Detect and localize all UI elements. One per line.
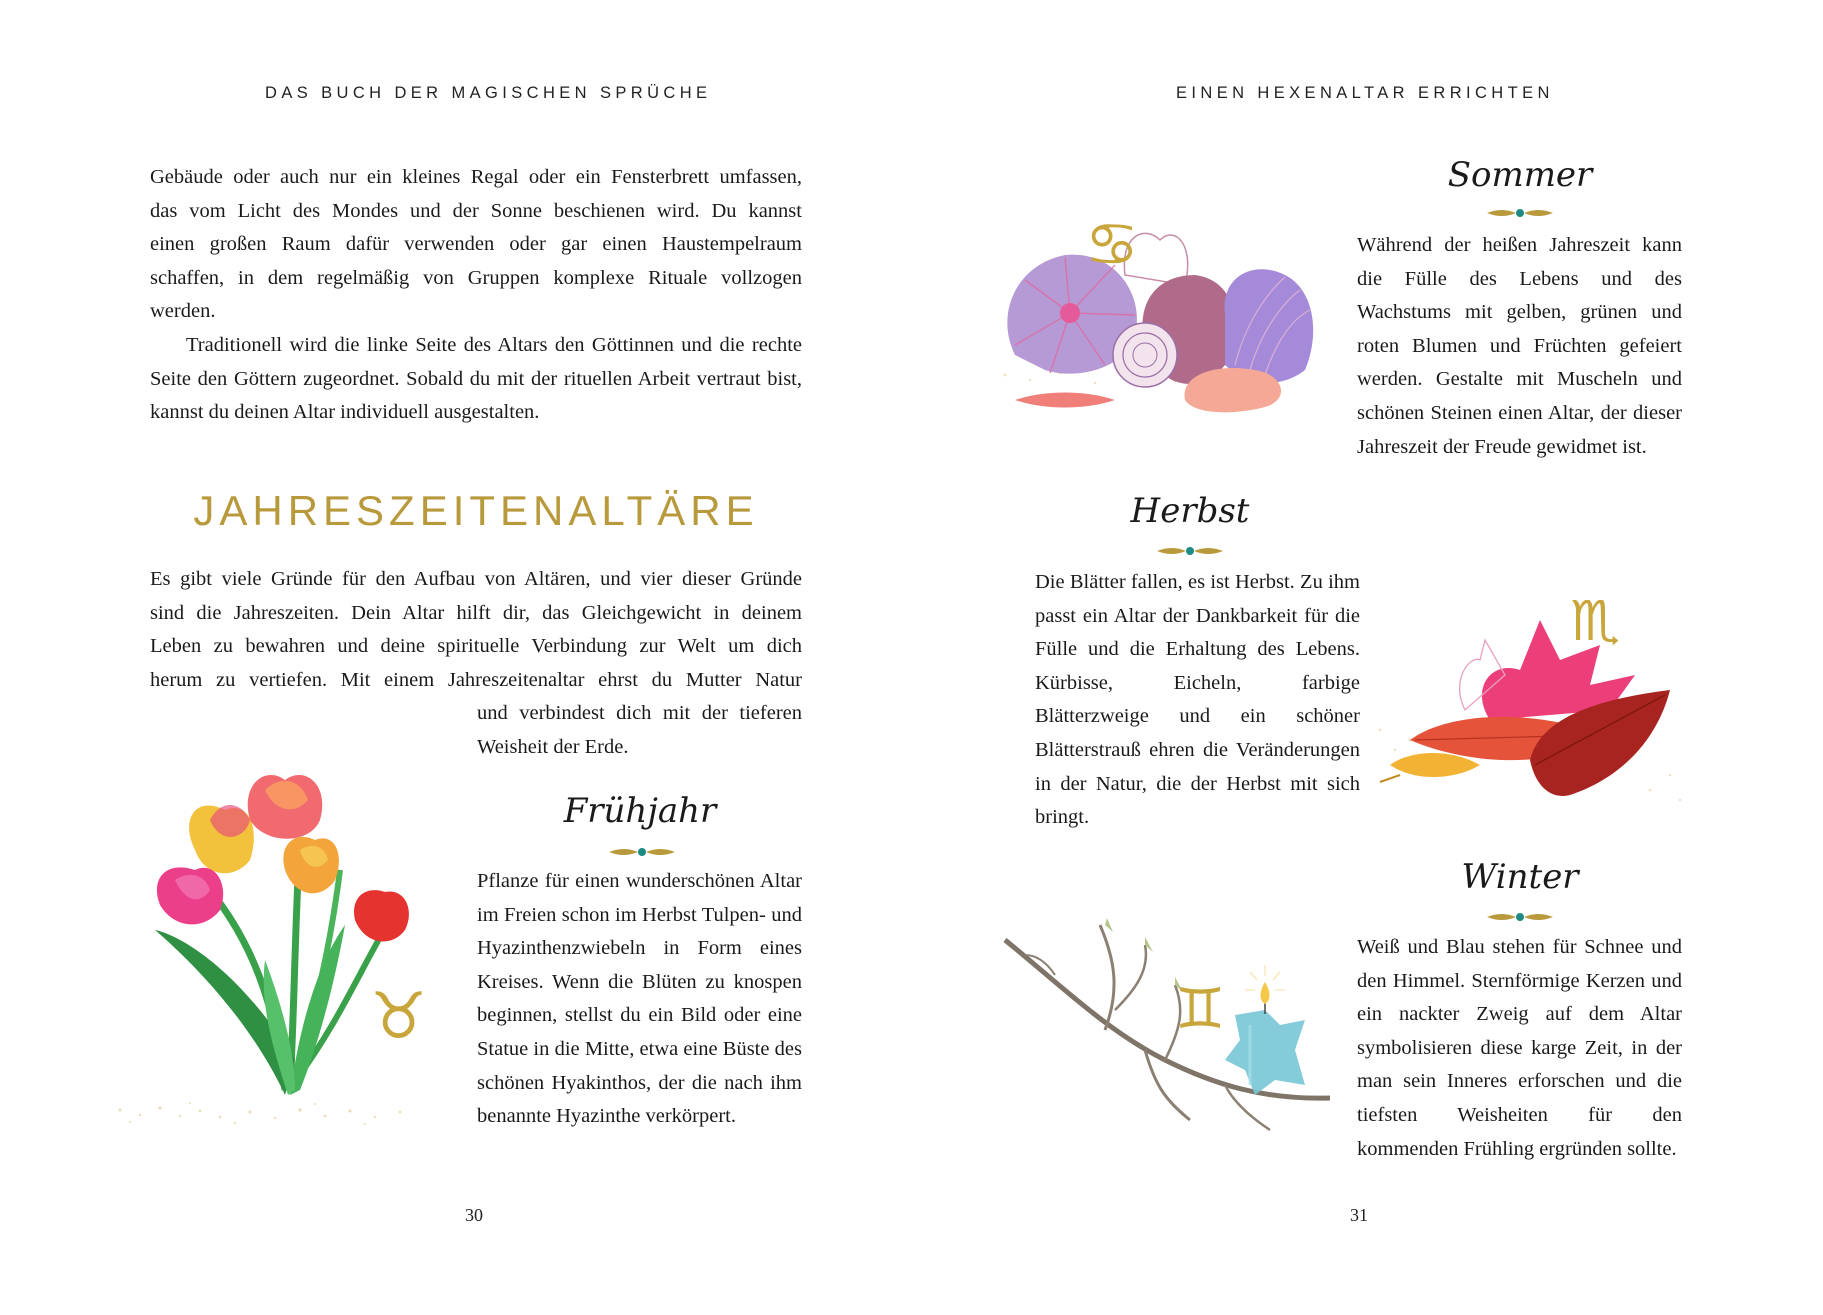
ornament-divider-spring	[607, 845, 677, 859]
seasons-line-1: Es gibt viele Gründe für den Aufbau von Altären, und vier dieser Gründe	[150, 568, 802, 590]
svg-text:♋: ♋	[1085, 210, 1139, 280]
autumn-text: Die Blätter fallen, es ist Herbst. Zu ihm passt ein Altar der Dankbarkeit für die Fülle und die Erhaltung des Lebens. Kürbisse, Eicheln, farbige Blätterzweige und ein schöner Blätterstrauß ehren die Veränderungen in der Natur, die der Herbst mit sich bringt.	[1035, 571, 1360, 829]
running-head-left: DAS BUCH DER MAGISCHEN SPRÜCHE	[265, 84, 712, 102]
sparkle-ground	[119, 1102, 402, 1125]
zodiac-sign-scorpio	[1570, 600, 1620, 654]
page-number-left: 30	[465, 1205, 483, 1225]
intro-line-1: Gebäude oder auch nur ein kleines Regal oder ein Fensterbrett umfassen,	[150, 166, 802, 188]
intro-line-5: werden.	[150, 300, 216, 323]
zodiac-sign-taurus	[370, 980, 427, 1054]
winter-text: Weiß und Blau stehen für Schnee und den Himmel. Sternförmige Kerzen und ein nackter Zweig auf dem Altar symbolisieren diese karge Zeit, in der man sein Inneres erforschen und die tiefsten Weisheiten für den kommenden Frühling ergründen sollte.	[1357, 936, 1682, 1160]
seasons-intro-text	[150, 563, 802, 697]
ornament-divider-autumn	[1155, 544, 1225, 558]
svg-text:♉: ♉	[370, 980, 428, 1054]
spring-title: Frühjahr	[563, 791, 717, 831]
intro-line-3: einen großen Raum dafür verwenden oder gar einen Haustempelraum	[150, 233, 802, 256]
summer-text: Während der heißen Jahreszeit kann die Fülle des Lebens und des Wachstums mit gelben, grünen und roten Blumen und Früchten gefeiert werden. Gestalte mit Muscheln und schönen Steinen einen Altar, der dieser Jahreszeit der Freude gewidmet ist.	[1357, 234, 1682, 458]
winter-title: Winter	[1461, 857, 1579, 897]
intro-line-2: das vom Licht des Mondes und der Sonne beschienen wird. Du kannst	[150, 199, 802, 222]
section-heading: JAHRESZEITENALTÄRE	[193, 487, 759, 534]
ornament-divider-winter	[1485, 910, 1555, 924]
spring-text: Pflanze für einen wunderschönen Altar im Freien schon im Herbst Tulpen- und Hyazinthenzwiebeln in Form eines Kreises. Wenn die Blüten zu knospen beginnen, stellst du ein Bild oder eine Statue in die Mitte, etwa eine Büste des schönen Hyakinthos, der die nach ihm benannte Hyazinthe verkörpert.	[477, 870, 802, 1128]
tulip-illustration	[100, 720, 430, 1140]
page-number-right: 31	[1350, 1205, 1368, 1225]
zodiac-sign-cancer	[1085, 210, 1139, 280]
branch-candle-illustration	[995, 910, 1355, 1150]
summer-title: Sommer	[1447, 155, 1593, 195]
intro-paragraph-2: Traditionell wird die linke Seite des Altars den Göttinnen und die rechte Seite den Göttern zugeordnet. Sobald du mit der rituellen Arbeit vertraut bist, kannst du deinen Altar individuell ausgestalten.	[150, 333, 802, 424]
seasons-line-3: Leben zu bewahren und deine spirituelle Verbindung zur Welt um dich	[150, 635, 802, 658]
running-head-right: EINEN HEXENALTAR ERRICHTEN	[1176, 84, 1554, 102]
svg-text:♏: ♏	[1570, 600, 1621, 654]
zodiac-sign-gemini	[1175, 977, 1225, 1042]
shells-illustration	[985, 195, 1330, 425]
intro-line-4: schaffen, in dem regelmäßig von Gruppen komplexe Rituale vollzogen	[150, 266, 802, 289]
leaves-illustration	[1370, 600, 1690, 820]
intro-text	[150, 161, 802, 430]
seasons-intro-continued: und verbindest dich mit der tieferen Weisheit der Erde.	[477, 702, 802, 758]
autumn-title: Herbst	[1130, 491, 1250, 531]
seasons-line-2: sind die Jahreszeiten. Dein Altar hilft dir, das Gleichgewicht in deinem	[150, 601, 802, 624]
svg-text:♊: ♊	[1175, 977, 1226, 1042]
ornament-divider-summer	[1485, 206, 1555, 220]
seasons-line-4: herum zu vertiefen. Mit einem Jahreszeitenaltar ehrst du Mutter Natur	[150, 668, 802, 691]
